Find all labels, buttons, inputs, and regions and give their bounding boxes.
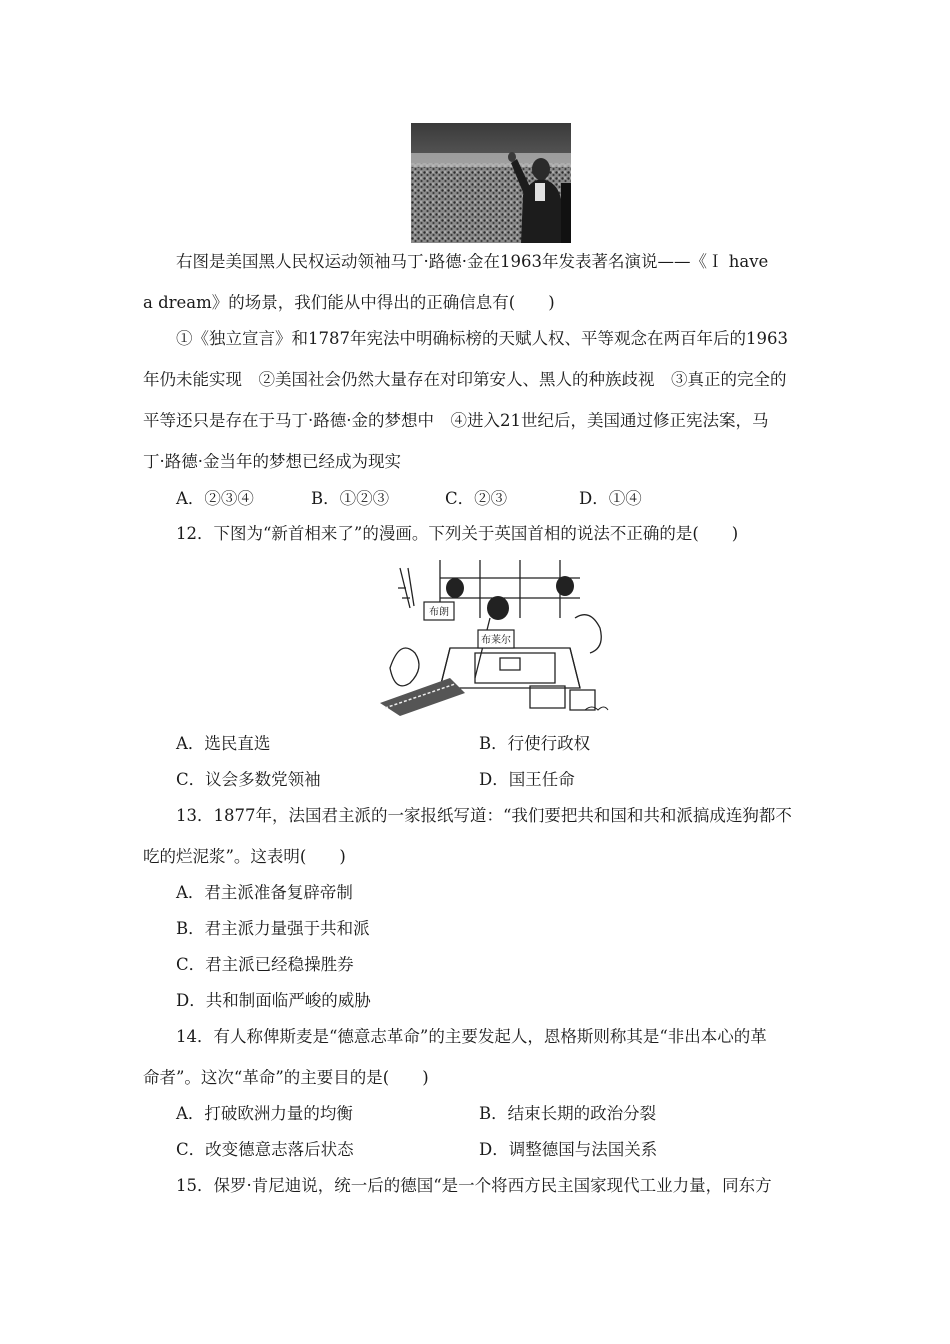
q11-stem-line-4: 年仍未能实现 ②美国社会仍然大量存在对印第安人、黑人的种族歧视 ③真正的完全的 <box>143 370 787 389</box>
q12-option-c[interactable]: C．议会多数党领袖 <box>176 770 321 789</box>
cartoon-label-blair: 布莱尔 <box>481 635 511 646</box>
q13-option-c[interactable]: C．君主派已经稳操胜券 <box>176 955 354 974</box>
q13-option-a[interactable]: A．君主派准备复辟帝制 <box>176 883 353 902</box>
q11-option-c[interactable]: C．②③ <box>445 489 508 508</box>
q12-option-d[interactable]: D．国王任命 <box>479 770 575 789</box>
q13-stem-line-1: 13．1877年，法国君主派的一家报纸写道：“我们要把共和国和共和派搞成连狗都不 <box>176 806 792 825</box>
cartoon-label-brown: 布朗 <box>429 607 449 618</box>
crowd-photo-graphic <box>411 123 571 243</box>
q14-stem-line-1: 14．有人称俾斯麦是“德意志革命”的主要发起人，恩格斯则称其是“非出本心的革 <box>176 1027 767 1046</box>
q14-option-d[interactable]: D．调整德国与法国关系 <box>479 1140 658 1159</box>
q13-option-d[interactable]: D．共和制面临严峻的威胁 <box>176 991 371 1010</box>
q13-stem-line-2: 吃的烂泥浆”。这表明( ) <box>143 847 346 866</box>
q13-option-b[interactable]: B．君主派力量强于共和派 <box>176 919 370 938</box>
mlk-speech-photo <box>411 123 571 243</box>
q11-stem-line-5: 平等还只是存在于马丁·路德·金的梦想中 ④进入21世纪后，美国通过修正宪法案，马 <box>143 411 769 430</box>
q12-option-a[interactable]: A．选民直选 <box>176 734 271 753</box>
q11-stem-line-2: a dream》的场景，我们能从中得出的正确信息有( ) <box>143 293 555 312</box>
q11-option-a[interactable]: A．②③④ <box>176 489 254 508</box>
q14-option-b[interactable]: B．结束长期的政治分裂 <box>479 1104 657 1123</box>
q12-stem: 12．下图为“新首相来了”的漫画。下列关于英国首相的说法不正确的是( ) <box>176 524 739 543</box>
q15-stem: 15．保罗·肯尼迪说，统一后的德国“是一个将西方民主国家现代工业力量，同东方 <box>176 1176 772 1195</box>
q12-option-b[interactable]: B．行使行政权 <box>479 734 591 753</box>
q14-option-a[interactable]: A．打破欧洲力量的均衡 <box>176 1104 353 1123</box>
new-prime-minister-cartoon <box>380 558 610 718</box>
cartoon-graphic <box>380 558 610 718</box>
q11-stem-line-6: 丁·路德·金当年的梦想已经成为现实 <box>143 452 401 471</box>
q11-stem-line-3: ①《独立宣言》和1787年宪法中明确标榜的天赋人权、平等观念在两百年后的1963 <box>176 329 788 348</box>
q14-option-c[interactable]: C．改变德意志落后状态 <box>176 1140 354 1159</box>
q11-option-d[interactable]: D．①④ <box>579 489 642 508</box>
q11-option-b[interactable]: B．①②③ <box>311 489 390 508</box>
q11-stem-line-1: 右图是美国黑人民权运动领袖马丁·路德·金在1963年发表著名演说——《Ｉ have <box>176 252 769 271</box>
q14-stem-line-2: 命者”。这次“革命”的主要目的是( ) <box>143 1068 429 1087</box>
